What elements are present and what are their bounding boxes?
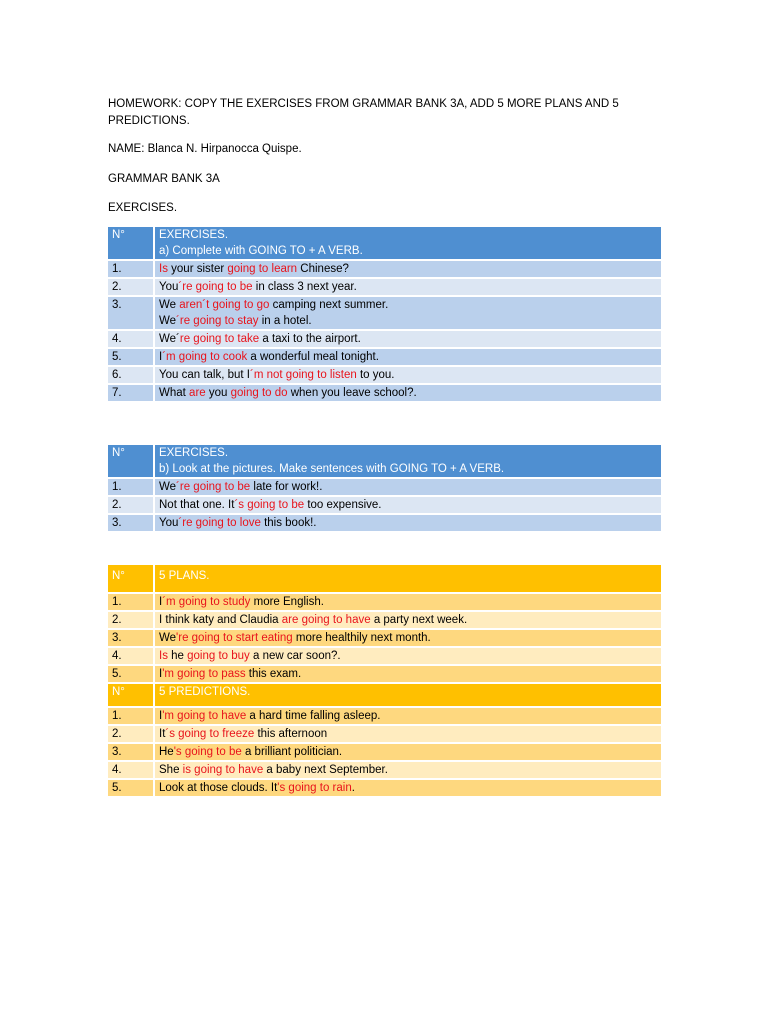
sentence-text: We — [159, 315, 177, 327]
row-sentence — [155, 367, 661, 383]
plans-title: 5 PLANS. — [155, 565, 661, 592]
number-column-header: N° — [108, 684, 155, 706]
highlighted-verb-phrase: is going to have — [182, 764, 264, 776]
highlighted-verb-phrase: going to do — [230, 387, 288, 399]
row-number: 5. — [108, 780, 155, 796]
homework-line-1: HOMEWORK: COPY THE EXERCISES FROM GRAMMAR BANK 3A, ADD 5 MORE PLANS AND 5 — [108, 98, 619, 110]
sentence-line — [159, 762, 657, 778]
highlighted-verb-phrase: are going to have — [281, 614, 371, 626]
table-row — [108, 780, 661, 796]
sentence-line — [159, 349, 657, 365]
sentence-line — [159, 385, 657, 401]
highlighted-verb-phrase: ´m going to cook — [162, 351, 248, 363]
row-number: 2. — [108, 726, 155, 742]
sentence-text: We — [159, 632, 177, 644]
sentence-text: this exam. — [245, 668, 302, 680]
row-sentence — [155, 666, 661, 682]
row-number: 3. — [108, 744, 155, 760]
row-number: 5. — [108, 666, 155, 682]
table-row — [108, 612, 661, 628]
row-number: 6. — [108, 367, 155, 383]
row-sentence — [155, 594, 661, 610]
sentence-text: He — [159, 746, 174, 758]
row-number: 1. — [108, 261, 155, 277]
row-number: 4. — [108, 648, 155, 664]
sentence-text: a new car soon?. — [249, 650, 341, 662]
row-number: 5. — [108, 349, 155, 365]
row-sentence — [155, 479, 661, 495]
table-row — [108, 594, 661, 610]
highlighted-verb-phrase: re going to take — [179, 333, 260, 345]
exercise-a-title-cell — [155, 227, 661, 259]
row-number: 3. — [108, 515, 155, 531]
row-sentence — [155, 331, 661, 347]
sentence-line — [159, 612, 657, 628]
highlighted-verb-phrase: Is — [159, 263, 168, 275]
exercise-a-title: EXERCISES. — [159, 229, 229, 241]
exercise-a-instruction: a) Complete with GOING TO + A VERB. — [159, 245, 363, 257]
sentence-text: You — [159, 281, 179, 293]
exercise-b-body — [108, 445, 661, 531]
row-number: 3. — [108, 630, 155, 646]
row-sentence — [155, 612, 661, 628]
sentence-text: Chinese? — [297, 263, 349, 275]
row-number: 1. — [108, 479, 155, 495]
highlighted-verb-phrase: ´s going to be — [234, 499, 305, 511]
sentence-line — [159, 630, 657, 646]
table-row — [108, 744, 661, 760]
sentence-text: to you. — [356, 369, 395, 381]
number-column-header: N° — [108, 227, 155, 259]
sentence-text: We´ — [159, 333, 180, 345]
sentence-line — [159, 594, 657, 610]
row-number: 3. — [108, 297, 155, 329]
row-sentence — [155, 726, 661, 742]
sentence-line — [159, 313, 657, 329]
row-number: 2. — [108, 497, 155, 513]
sentence-line — [159, 497, 657, 513]
sentence-text: camping next summer. — [269, 299, 389, 311]
sentence-line — [159, 331, 657, 347]
exercises-heading: EXERCISES. — [108, 202, 178, 214]
sentence-line — [159, 708, 657, 724]
highlighted-verb-phrase: aren´t going to go — [179, 299, 270, 311]
row-number: 4. — [108, 331, 155, 347]
highlighted-verb-phrase: going to buy — [187, 650, 250, 662]
sentence-text: We — [159, 481, 177, 493]
table-row — [108, 497, 661, 513]
table-row — [108, 648, 661, 664]
sentence-text: . — [351, 782, 355, 794]
sentence-text: a taxi to the airport. — [259, 333, 361, 345]
row-sentence — [155, 630, 661, 646]
sentence-text: your sister — [167, 263, 228, 275]
row-sentence — [155, 297, 661, 329]
sentence-line — [159, 367, 657, 383]
sentence-line — [159, 780, 657, 796]
exercise-a-table — [108, 225, 661, 403]
table-row — [108, 261, 661, 277]
sentence-text: I — [159, 596, 163, 608]
sentence-text: You can talk, but I — [159, 369, 251, 381]
highlighted-verb-phrase: 's going to rain — [277, 782, 352, 794]
row-sentence — [155, 780, 661, 796]
sentence-line — [159, 279, 657, 295]
sentence-line — [159, 726, 657, 742]
row-sentence — [155, 261, 661, 277]
row-sentence — [155, 515, 661, 531]
table-row — [108, 385, 661, 401]
sentence-text: She — [159, 764, 183, 776]
table-row — [108, 349, 661, 365]
row-sentence — [155, 762, 661, 778]
sentence-text: too expensive. — [304, 499, 382, 511]
table-row — [108, 630, 661, 646]
row-sentence — [155, 279, 661, 295]
highlighted-verb-phrase: ´m going to study — [162, 596, 251, 608]
student-name: NAME: Blanca N. Hirpanocca Quispe. — [108, 143, 302, 155]
highlighted-verb-phrase: 'm going to have — [162, 710, 247, 722]
sentence-line — [159, 297, 657, 313]
predictions-title: 5 PREDICTIONS. — [155, 684, 661, 706]
highlighted-verb-phrase: ´m not going to listen — [250, 369, 357, 381]
table-row — [108, 666, 661, 682]
sentence-text: a party next week. — [370, 614, 468, 626]
sentence-text: a baby next September. — [263, 764, 388, 776]
sentence-text: this book!. — [260, 517, 317, 529]
sentence-text: you — [205, 387, 231, 399]
exercise-b-table — [108, 443, 661, 533]
exercise-b-title: EXERCISES. — [159, 447, 229, 459]
sentence-text: this afternoon — [254, 728, 328, 740]
highlighted-verb-phrase: going to learn — [227, 263, 298, 275]
number-column-header: N° — [108, 565, 155, 592]
sentence-text: in a hotel. — [258, 315, 312, 327]
sentence-text: It — [159, 728, 166, 740]
row-sentence — [155, 708, 661, 724]
sentence-text: I think katy and Claudia — [159, 614, 282, 626]
highlighted-verb-phrase: ´re going to stay — [176, 315, 259, 327]
highlighted-verb-phrase: ´s going to freeze — [165, 728, 255, 740]
plans-header — [108, 565, 661, 592]
row-number: 7. — [108, 385, 155, 401]
table-row — [108, 331, 661, 347]
sentence-text: I — [159, 668, 163, 680]
sentence-text: a brilliant politician. — [241, 746, 343, 758]
sentence-text: Look at those clouds. It — [159, 782, 278, 794]
sentence-text: I — [159, 710, 163, 722]
exercise-b-header — [108, 445, 661, 477]
exercise-a-body — [108, 227, 661, 401]
highlighted-verb-phrase: ´re going to be — [176, 481, 251, 493]
highlighted-verb-phrase: 're going to start eating — [176, 632, 293, 644]
table-row — [108, 297, 661, 329]
row-sentence — [155, 648, 661, 664]
exercise-b-title-cell — [155, 445, 661, 477]
row-number: 2. — [108, 612, 155, 628]
sentence-text: he — [167, 650, 188, 662]
sentence-text: a wonderful meal tonight. — [247, 351, 379, 363]
homework-line-2: PREDICTIONS. — [108, 115, 190, 127]
table-row — [108, 726, 661, 742]
exercise-b-instruction: b) Look at the pictures. Make sentences with GOING TO + A VERB. — [159, 463, 505, 475]
sentence-line — [159, 666, 657, 682]
predictions-header — [108, 684, 661, 706]
plans-predictions-table — [108, 563, 661, 798]
predictions-body — [108, 684, 661, 796]
highlighted-verb-phrase: Is — [159, 650, 168, 662]
sentence-text: You — [159, 517, 179, 529]
sentence-text: We — [159, 299, 180, 311]
sentence-line — [159, 261, 657, 277]
table-row — [108, 279, 661, 295]
sentence-text: in class 3 next year. — [252, 281, 357, 293]
highlighted-verb-phrase: 's going to be — [173, 746, 242, 758]
row-sentence — [155, 497, 661, 513]
sentence-text: late for work!. — [250, 481, 323, 493]
row-sentence — [155, 349, 661, 365]
highlighted-verb-phrase: ´re going to love — [178, 517, 261, 529]
row-number: 2. — [108, 279, 155, 295]
sentence-text: I — [159, 351, 163, 363]
sentence-text: What — [159, 387, 190, 399]
table-row — [108, 479, 661, 495]
sentence-line — [159, 515, 657, 531]
grammar-bank-heading: GRAMMAR BANK 3A — [108, 173, 220, 185]
sentence-line — [159, 479, 657, 495]
sentence-text: when you leave school?. — [287, 387, 417, 399]
highlighted-verb-phrase: ´re going to be — [178, 281, 253, 293]
table-row — [108, 515, 661, 531]
sentence-text: more English. — [250, 596, 324, 608]
row-sentence — [155, 385, 661, 401]
sentence-text: a hard time falling asleep. — [246, 710, 381, 722]
row-number: 1. — [108, 594, 155, 610]
sentence-line — [159, 744, 657, 760]
number-column-header: N° — [108, 445, 155, 477]
row-sentence — [155, 744, 661, 760]
row-number: 4. — [108, 762, 155, 778]
row-number: 1. — [108, 708, 155, 724]
table-row — [108, 367, 661, 383]
highlighted-verb-phrase: 'm going to pass — [162, 668, 246, 680]
highlighted-verb-phrase: are — [189, 387, 206, 399]
sentence-line — [159, 648, 657, 664]
table-row — [108, 762, 661, 778]
exercise-a-header — [108, 227, 661, 259]
table-row — [108, 708, 661, 724]
sentence-text: Not that one. It — [159, 499, 235, 511]
sentence-text: more healthily next month. — [292, 632, 431, 644]
plans-body — [108, 565, 661, 682]
